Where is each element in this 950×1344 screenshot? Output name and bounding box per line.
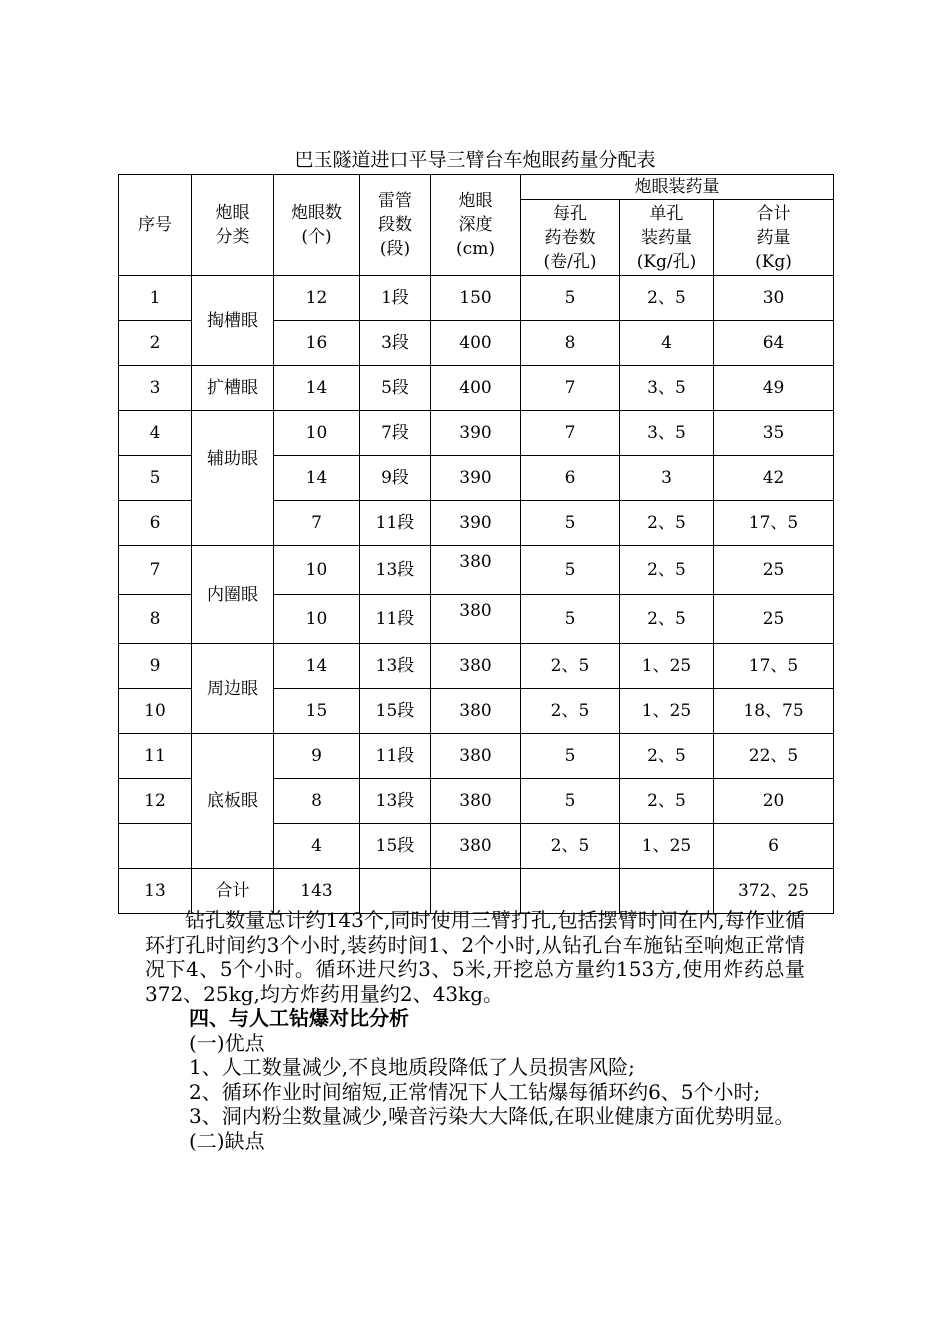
cell-charge: 2、5 <box>620 501 714 546</box>
header-seq: 序号 <box>119 175 192 276</box>
advantage-item: 3、洞内粉尘数量减少,噪音污染大大降低,在职业健康方面优势明显。 <box>189 1104 795 1128</box>
cell-total: 20 <box>714 779 834 824</box>
cell-count: 8 <box>274 779 360 824</box>
cell-charge: 2、5 <box>620 595 714 644</box>
cell-detonator: 11段 <box>360 595 431 644</box>
cell-seq: 10 <box>119 689 192 734</box>
cell-charge: 2、5 <box>620 546 714 595</box>
cell-charge: 1、25 <box>620 644 714 689</box>
table-row <box>119 366 834 411</box>
cell-rolls: 7 <box>521 411 620 456</box>
cell-charge: 3、5 <box>620 411 714 456</box>
table-row <box>119 734 834 779</box>
cell-detonator: 11段 <box>360 734 431 779</box>
cell-depth: 150 <box>431 276 521 321</box>
cell-category: 底板眼 <box>192 734 274 869</box>
charge-distribution-table <box>118 174 834 914</box>
cell-rolls: 2、5 <box>521 824 620 869</box>
header-per-hole-rolls: 每孔 药卷数 (卷/孔) <box>521 200 620 276</box>
cell-depth: 380 <box>431 734 521 779</box>
cell-count: 15 <box>274 689 360 734</box>
cell-depth: 400 <box>431 321 521 366</box>
cell-seq: 9 <box>119 644 192 689</box>
cell-total: 6 <box>714 824 834 869</box>
cell-depth: 380 <box>431 644 521 689</box>
cell-rolls: 2、5 <box>521 689 620 734</box>
cell-detonator: 15段 <box>360 824 431 869</box>
cell-rolls: 2、5 <box>521 644 620 689</box>
cell-depth: 390 <box>431 501 521 546</box>
cell-seq: 2 <box>119 321 192 366</box>
table-row-total <box>119 869 834 914</box>
cell-total: 17、5 <box>714 501 834 546</box>
cell-seq: 12 <box>119 779 192 824</box>
cell-rolls: 5 <box>521 779 620 824</box>
cell-count: 10 <box>274 595 360 644</box>
cell-depth: 380 <box>431 546 521 595</box>
summary-paragraph: 钻孔数量总计约143个,同时使用三臂打孔,包括摆臂时间在内,每作业循环打孔时间约3个小时,装药时间1、2个小时,从钻孔台车施钻至响炮正常情况下4、5个小时。循环进尺约3、5米,开挖总方量约153方,使用炸药总量372、25kg,均方炸药用量约2、43kg。 <box>145 908 805 1006</box>
cell-depth: 390 <box>431 456 521 501</box>
cell-rolls: 5 <box>521 595 620 644</box>
cell-category: 辅助眼 <box>192 411 274 546</box>
cell-seq: 8 <box>119 595 192 644</box>
cell-seq: 3 <box>119 366 192 411</box>
cell-count: 143 <box>274 869 360 914</box>
cell-count: 9 <box>274 734 360 779</box>
body-text <box>145 908 805 1153</box>
cell-total: 18、75 <box>714 689 834 734</box>
header-category: 炮眼 分类 <box>192 175 274 276</box>
cell-rolls: 5 <box>521 546 620 595</box>
cell-detonator: 11段 <box>360 501 431 546</box>
cell-seq <box>119 824 192 869</box>
cell-category: 内圈眼 <box>192 546 274 644</box>
cell-depth: 400 <box>431 366 521 411</box>
cell-seq: 6 <box>119 501 192 546</box>
cell-total: 25 <box>714 546 834 595</box>
cell-total: 17、5 <box>714 644 834 689</box>
cell-rolls <box>521 869 620 914</box>
cell-detonator: 13段 <box>360 644 431 689</box>
cell-rolls: 7 <box>521 366 620 411</box>
advantages-heading: (一)优点 <box>189 1030 265 1055</box>
cell-category: 合计 <box>192 869 274 914</box>
cell-count: 14 <box>274 644 360 689</box>
cell-charge <box>620 869 714 914</box>
cell-seq: 5 <box>119 456 192 501</box>
cell-total: 42 <box>714 456 834 501</box>
section-heading: 四、与人工钻爆对比分析 <box>189 1006 409 1030</box>
cell-seq: 7 <box>119 546 192 595</box>
cell-rolls: 5 <box>521 734 620 779</box>
cell-category: 周边眼 <box>192 644 274 734</box>
cell-count: 10 <box>274 411 360 456</box>
header-count: 炮眼数 (个) <box>274 175 360 276</box>
advantage-item: 2、循环作业时间缩短,正常情况下人工钻爆每循环约6、5个小时; <box>189 1079 761 1104</box>
cell-category: 扩槽眼 <box>192 366 274 411</box>
advantage-item: 1、人工数量减少,不良地质段降低了人员损害风险; <box>189 1055 635 1079</box>
cell-count: 12 <box>274 276 360 321</box>
header-total-charge: 合计 药量 (Kg) <box>714 200 834 276</box>
cell-depth: 380 <box>431 779 521 824</box>
cell-charge: 3、5 <box>620 366 714 411</box>
cell-charge: 1、25 <box>620 824 714 869</box>
cell-total: 64 <box>714 321 834 366</box>
header-depth: 炮眼 深度 (cm) <box>431 175 521 276</box>
cell-detonator: 1段 <box>360 276 431 321</box>
cell-depth: 380 <box>431 689 521 734</box>
cell-charge: 1、25 <box>620 689 714 734</box>
header-charge-group: 炮眼装药量 <box>521 175 834 200</box>
cell-depth: 380 <box>431 824 521 869</box>
cell-count: 7 <box>274 501 360 546</box>
cell-seq: 11 <box>119 734 192 779</box>
cell-count: 4 <box>274 824 360 869</box>
cell-total: 35 <box>714 411 834 456</box>
cell-total: 22、5 <box>714 734 834 779</box>
cell-charge: 2、5 <box>620 734 714 779</box>
cell-depth <box>431 869 521 914</box>
cell-detonator: 7段 <box>360 411 431 456</box>
cell-rolls: 6 <box>521 456 620 501</box>
cell-seq: 13 <box>119 869 192 914</box>
table-row <box>119 644 834 689</box>
cell-detonator: 9段 <box>360 456 431 501</box>
cell-detonator: 5段 <box>360 366 431 411</box>
table-row <box>119 276 834 321</box>
cell-depth: 390 <box>431 411 521 456</box>
cell-total: 49 <box>714 366 834 411</box>
cell-category: 掏槽眼 <box>192 276 274 366</box>
table-row <box>119 546 834 595</box>
cell-charge: 2、5 <box>620 276 714 321</box>
cell-charge: 2、5 <box>620 779 714 824</box>
cell-total: 30 <box>714 276 834 321</box>
cell-total: 372、25 <box>714 869 834 914</box>
table-title: 巴玉隧道进口平导三臂台车炮眼药量分配表 <box>294 149 656 171</box>
cell-rolls: 5 <box>521 501 620 546</box>
cell-detonator <box>360 869 431 914</box>
cell-detonator: 3段 <box>360 321 431 366</box>
cell-rolls: 8 <box>521 321 620 366</box>
cell-seq: 1 <box>119 276 192 321</box>
cell-total: 25 <box>714 595 834 644</box>
cell-count: 10 <box>274 546 360 595</box>
disadvantages-heading: (二)缺点 <box>189 1128 265 1153</box>
cell-depth: 380 <box>431 595 521 644</box>
cell-seq: 4 <box>119 411 192 456</box>
cell-rolls: 5 <box>521 276 620 321</box>
cell-charge: 4 <box>620 321 714 366</box>
header-detonator: 雷管 段数 (段) <box>360 175 431 276</box>
table-row <box>119 411 834 456</box>
cell-count: 16 <box>274 321 360 366</box>
cell-detonator: 15段 <box>360 689 431 734</box>
cell-count: 14 <box>274 456 360 501</box>
cell-charge: 3 <box>620 456 714 501</box>
cell-detonator: 13段 <box>360 779 431 824</box>
cell-count: 14 <box>274 366 360 411</box>
cell-detonator: 13段 <box>360 546 431 595</box>
header-per-hole-charge: 单孔 装药量 (Kg/孔) <box>620 200 714 276</box>
